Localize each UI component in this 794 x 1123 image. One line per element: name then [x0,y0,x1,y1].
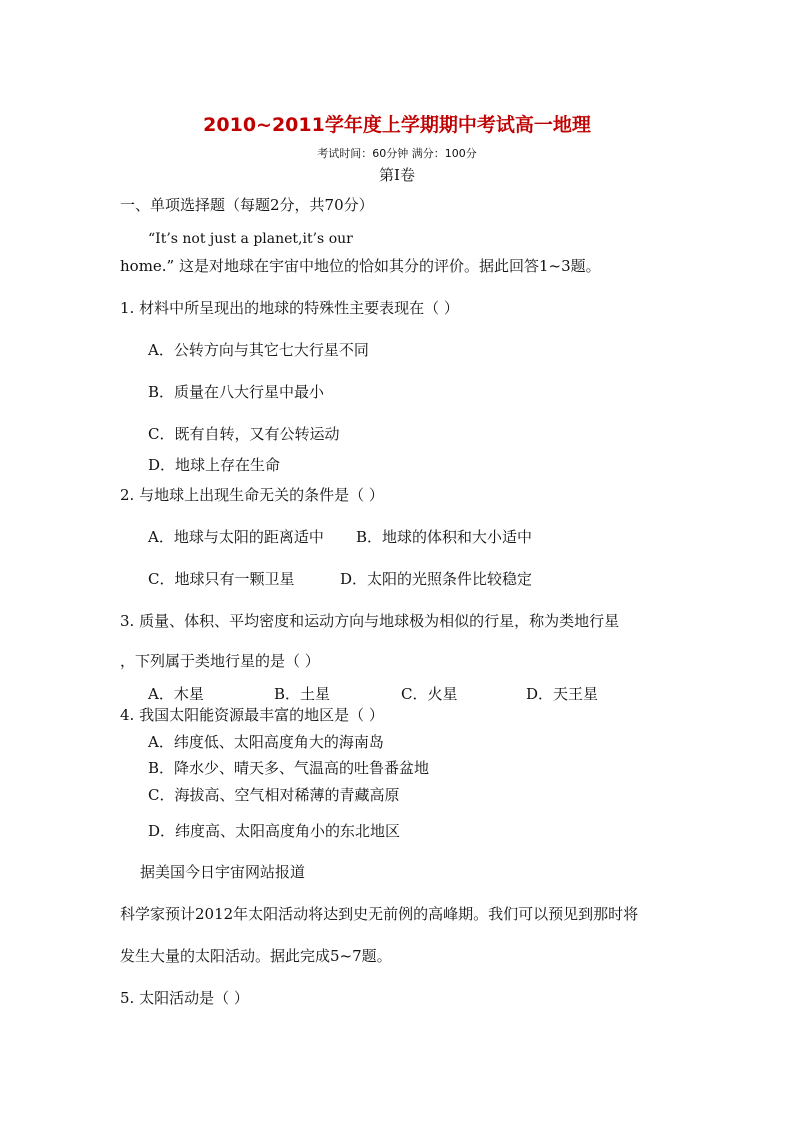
volume-label: 第Ⅰ卷 [379,166,415,184]
question-5-stem: 5. 太阳活动是（ ） [120,989,249,1007]
question-4-option-d: D．纬度高、太阳高度角小的东北地区 [148,822,401,840]
question-2-stem: 2. 与地球上出现生命无关的条件是（ ） [120,486,384,504]
question-2-option-a: A．地球与太阳的距离适中 [148,528,324,546]
question-3-stem-line-2: ，下列属于类地行星的是（ ） [120,652,320,670]
question-1-option-b: B．质量在八大行星中最小 [148,383,325,401]
passage-2-line-2: 科学家预计2012年太阳活动将达到史无前例的高峰期。我们可以预见到那时将 [120,905,639,923]
question-4-option-c: C．海拔高、空气相对稀薄的青藏高原 [148,786,400,804]
question-4-option-a: A．纬度低、太阳高度角大的海南岛 [148,733,384,751]
question-1-option-a: A．公转方向与其它七大行星不同 [148,341,369,359]
question-3-stem-line-1: 3. 质量、体积、平均密度和运动方向与地球极为相似的行星，称为类地行星 [120,612,620,630]
question-2-option-c: C．地球只有一颗卫星 [148,570,295,588]
question-3-option-c: C．火星 [401,685,458,703]
question-3-option-b: B．土星 [274,685,331,703]
exam-title: 2010~2011学年度上学期期中考试高一地理 [203,114,591,136]
question-1-option-c: C．既有自转，又有公转运动 [148,425,340,443]
passage-2-line-3: 发生大量的太阳活动。据此完成5~7题。 [120,947,392,965]
passage-2-line-1: 据美国今日宇宙网站报道 [140,863,306,881]
question-3-option-d: D．天王星 [526,685,599,703]
question-1-stem: 1. 材料中所呈现出的地球的特殊性主要表现在（ ） [120,299,459,317]
question-4-stem: 4. 我国太阳能资源最丰富的地区是（ ） [120,706,384,724]
section-heading: 一、单项选择题（每题2分，共70分） [120,196,374,214]
question-4-option-b: B．降水少、晴天多、气温高的吐鲁番盆地 [148,759,430,777]
question-1-option-d: D．地球上存在生命 [148,456,281,474]
question-2-option-d: D．太阳的光照条件比较稳定 [340,570,533,588]
exam-subtitle: 考试时间：60分钟 满分：100分 [317,147,477,160]
question-3-option-a: A．木星 [148,685,204,703]
intro-line-1: “It’s not just a planet,it’s our [148,231,353,247]
question-2-option-b: B．地球的体积和大小适中 [356,528,533,546]
intro-line-2: home.” 这是对地球在宇宙中地位的恰如其分的评价。据此回答1~3题。 [120,257,601,275]
